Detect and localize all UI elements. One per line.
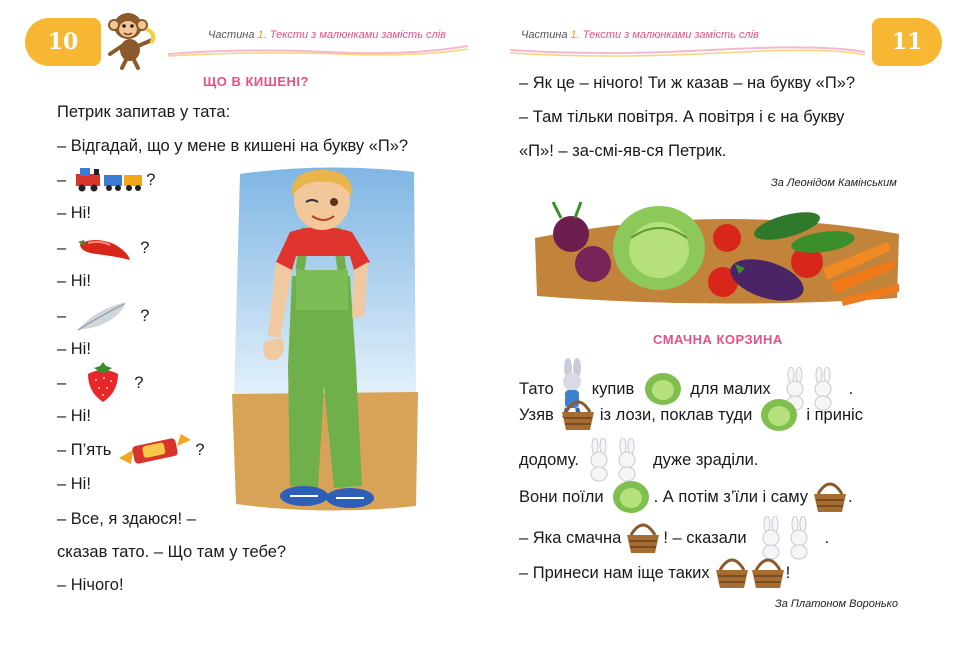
pepper-icon (74, 234, 132, 262)
strawberry-icon (84, 362, 122, 404)
header-swash (510, 38, 865, 60)
basket-icon (812, 480, 848, 514)
text-line-s2: Узяв із лози, поклав туди і приніс (519, 398, 863, 432)
text-line: «П»! – за-смі-яв-ся Петрик. (519, 142, 727, 160)
basket-icon (625, 521, 661, 555)
text-line-train: – ? (57, 166, 155, 194)
train-icon (74, 166, 144, 194)
story2-title: СМАЧНА КОРЗИНА (653, 332, 783, 347)
author-credit: За Платоном Воронько (775, 598, 898, 610)
text-line-pepper: – ? (57, 234, 149, 262)
text-line: – Відгадай, що у мене в кишені на букву «П»? (57, 137, 409, 155)
boy-illustration (230, 166, 420, 516)
text-line-s6: – Принеси нам іще таких ! (519, 556, 790, 590)
text-line: – Ні! (57, 204, 91, 222)
running-head-left: Частина 1. Тексти з малюнками замість слів (208, 29, 446, 41)
bunnies-icon (583, 438, 645, 482)
text-line-s3: додому. дуже зраділи. (519, 438, 758, 482)
right-page (485, 0, 970, 648)
cabbage-icon (612, 480, 650, 514)
text-line: сказав тато. – Що там у тебе? (57, 543, 287, 561)
candy-icon (117, 432, 193, 468)
page-number-right: 11 (872, 18, 942, 66)
text-line-strawberry: – ? (57, 362, 143, 404)
text-line: – Ні! (57, 272, 91, 290)
author-credit: За Леонідом Камінським (771, 177, 897, 189)
text-line: – Все, я здаюся! – (57, 510, 196, 528)
page-number-left: 10 (25, 18, 101, 66)
monkey-icon (104, 8, 160, 70)
text-line: – Ні! (57, 475, 91, 493)
running-head-right: Частина 1. Тексти з малюнками замість слів (521, 29, 759, 41)
vegetables-illustration (531, 198, 903, 310)
basket-icon (560, 398, 596, 432)
text-line-s5: – Яка смачна ! – сказали . (519, 516, 829, 560)
text-line-s4: Вони поїли . А потім з’їли і саму . (519, 480, 853, 514)
header-swash (168, 38, 468, 60)
cabbage-icon (760, 398, 798, 432)
text-line: – Нічого! (57, 576, 124, 594)
feather-icon (74, 300, 130, 332)
story-title: ЩО В КИШЕНІ? (203, 74, 309, 89)
text-line: Петрик запитав у тата: (57, 103, 231, 121)
text-line: – Як це – нічого! Ти ж казав – на букву «П»? (519, 74, 856, 92)
text-line-s1: Тато купив для малих . (519, 358, 853, 420)
text-line: – Там тільки повітря. А повітря і є на букву (519, 108, 845, 126)
text-line-feather: – ? (57, 300, 149, 332)
basket-icon (750, 556, 786, 590)
bunnies-icon (755, 516, 817, 560)
text-line: – Ні! (57, 340, 91, 358)
text-line-candy: – П’ять ? (57, 432, 205, 468)
basket-icon (714, 556, 750, 590)
text-line: – Ні! (57, 407, 91, 425)
